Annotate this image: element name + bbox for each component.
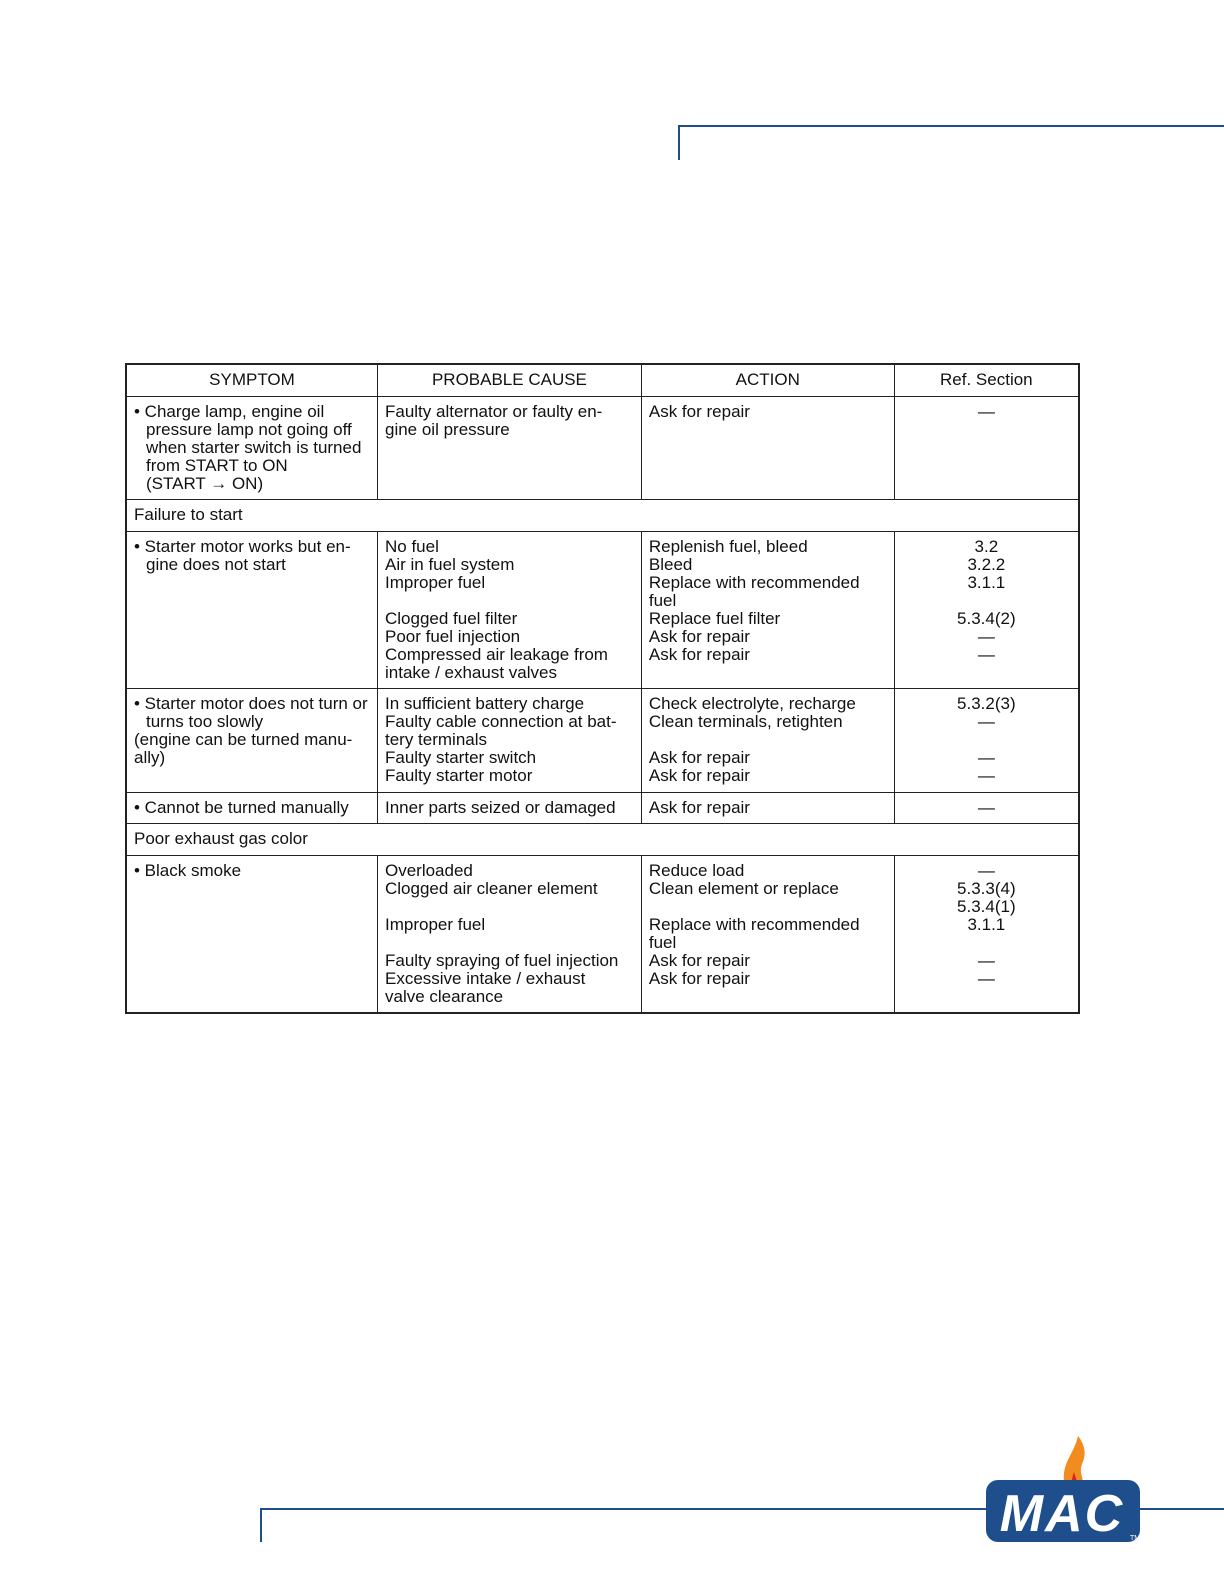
- bottom-rule-tick: [260, 1508, 262, 1542]
- cause-cell: No fuel Air in fuel system Improper fuel Clogged fuel filter Poor fuel injection Compressed air leakage from intake / exhaust valves: [377, 532, 641, 689]
- symptom-cell: • Black smoke: [126, 856, 377, 1014]
- section-poor-exhaust-gas-color: Poor exhaust gas color: [126, 824, 1079, 856]
- ref-cell: —: [894, 793, 1079, 824]
- action-cell: Check electrolyte, recharge Clean terminals, retighten Ask for repair Ask for repair: [641, 689, 894, 793]
- action-cell: Ask for repair: [641, 793, 894, 824]
- top-rule-tick: [678, 125, 680, 160]
- ref-cell: — 5.3.3(4) 5.3.4(1) 3.1.1 — —: [894, 856, 1079, 1014]
- action-cell: Reduce load Clean element or replace Replace with recommended fuel Ask for repair Ask for repair: [641, 856, 894, 1014]
- header-ref-section: Ref. Section: [894, 364, 1079, 397]
- section-row: [126, 824, 1079, 856]
- header-action: ACTION: [641, 364, 894, 397]
- troubleshooting-table: [125, 363, 1080, 1014]
- top-rule: [678, 125, 1224, 127]
- table-row: [126, 397, 1079, 500]
- logo-wordmark: MAC: [999, 1485, 1125, 1543]
- table-row: [126, 856, 1079, 1014]
- ref-cell: 3.2 3.2.2 3.1.1 5.3.4(2) — —: [894, 532, 1079, 689]
- table-row: [126, 532, 1079, 689]
- logo-trademark: TM: [1130, 1535, 1141, 1542]
- cause-cell: In sufficient battery charge Faulty cable connection at bat- tery terminals Faulty starter switch Faulty starter motor: [377, 689, 641, 793]
- ref-cell: —: [894, 397, 1079, 500]
- symptom-cell: • Starter motor does not turn or turns too slowly (engine can be turned manu- ally): [126, 689, 377, 793]
- symptom-cell: • Charge lamp, engine oil pressure lamp not going off when starter switch is turned from START to ON (START → ON): [126, 397, 377, 500]
- cause-cell: Inner parts seized or damaged: [377, 793, 641, 824]
- cause-cell: Faulty alternator or faulty en- gine oil pressure: [377, 397, 641, 500]
- section-failure-to-start: Failure to start: [126, 500, 1079, 532]
- table-header-row: [126, 364, 1079, 397]
- table-row: [126, 793, 1079, 824]
- symptom-cell: • Cannot be turned manually: [126, 793, 377, 824]
- mac-logo: [982, 1434, 1142, 1546]
- table-row: [126, 689, 1079, 793]
- cause-cell: Overloaded Clogged air cleaner element Improper fuel Faulty spraying of fuel injection Excessive intake / exhaust valve clearance: [377, 856, 641, 1014]
- action-cell: Replenish fuel, bleed Bleed Replace with recommended fuel Replace fuel filter Ask for repair Ask for repair: [641, 532, 894, 689]
- header-probable-cause: PROBABLE CAUSE: [377, 364, 641, 397]
- ref-cell: 5.3.2(3) — — —: [894, 689, 1079, 793]
- section-row: [126, 500, 1079, 532]
- action-cell: Ask for repair: [641, 397, 894, 500]
- symptom-cell: • Starter motor works but en- gine does not start: [126, 532, 377, 689]
- header-symptom: SYMPTOM: [126, 364, 377, 397]
